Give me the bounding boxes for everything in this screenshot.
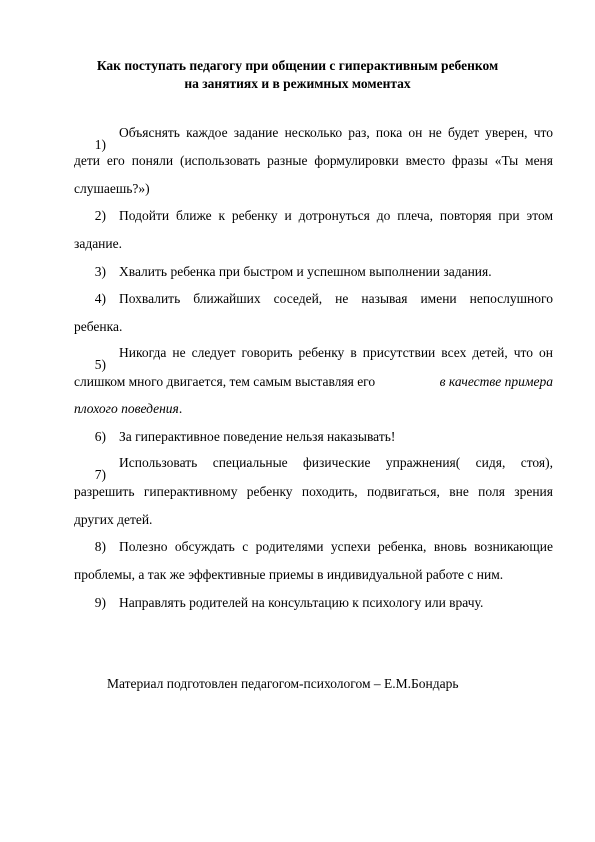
list-item-text: Похвалить ближайших соседей, не называя имени непослушного xyxy=(119,291,553,306)
item-number: 5) xyxy=(94,357,106,372)
list-item-text: других детей. xyxy=(74,512,153,527)
list-item-text: Хвалить ребенка при быстром и успешном выполнении задания. xyxy=(119,264,492,279)
item-number: 9) xyxy=(94,595,106,610)
list-item-emphasis: плохого поведения xyxy=(74,401,179,416)
list-item-text: Полезно обсуждать с родителями успехи ребенка, вновь возникающие xyxy=(119,539,553,554)
item-number: 8) xyxy=(94,539,106,554)
list-item-text: проблемы, а так же эффективные приемы в индивидуальной работе с ним. xyxy=(74,567,504,582)
list-item-text: слушаешь?») xyxy=(74,181,150,196)
list-item-text: задание. xyxy=(74,236,123,251)
list-item-text: слишком много двигается, тем самым выставляя его xyxy=(74,374,376,389)
list-item-text: Использовать специальные физические упражнения( сидя, стоя), xyxy=(119,455,553,470)
document-title-line-2: на занятиях и в режимных моментах xyxy=(184,76,411,91)
list-item-text: разрешить гиперактивному ребенку походить, подвигаться, вне поля зрения xyxy=(74,484,553,499)
document-title-line-1: Как поступать педагогу при общении с гиперактивным ребенком xyxy=(96,58,499,73)
list-item-text: Объяснять каждое задание несколько раз, пока он не будет уверен, что xyxy=(119,125,553,140)
item-number: 2) xyxy=(94,208,106,223)
item-number: 6) xyxy=(94,429,106,444)
item-number: 4) xyxy=(94,291,106,306)
author-credit: Материал подготовлен педагогом-психологом – Е.М.Бондарь xyxy=(107,676,459,691)
list-item-text-row xyxy=(74,373,553,391)
item-number: 3) xyxy=(94,264,106,279)
list-item-end-mark: . xyxy=(178,401,183,416)
list-item-text: Подойти ближе к ребенку и дотронуться до плеча, повторяя при этом xyxy=(119,208,553,223)
list-item-text: Никогда не следует говорить ребенку в присутствии всех детей, что он xyxy=(119,345,553,360)
item-number: 1) xyxy=(94,137,106,152)
list-item-text: За гиперактивное поведение нельзя наказывать! xyxy=(119,429,396,444)
list-item-text: ребенка. xyxy=(74,319,123,334)
item-number: 7) xyxy=(94,467,106,482)
list-item-text: дети его поняли (использовать разные формулировки вместо фразы «Ты меня xyxy=(74,153,553,168)
list-item-text-row xyxy=(74,400,182,418)
list-item-emphasis: в качестве примера xyxy=(439,374,553,389)
list-item-text: Направлять родителей на консультацию к психологу или врачу. xyxy=(119,595,484,610)
